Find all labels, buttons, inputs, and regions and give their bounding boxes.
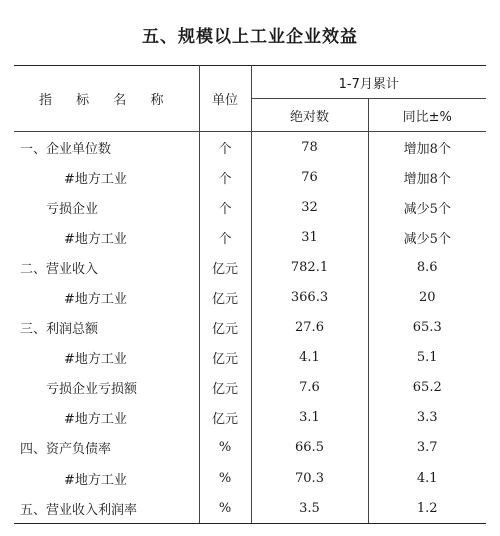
row-absolute-value: 366.3 xyxy=(251,282,368,312)
table-row xyxy=(14,132,486,163)
table-row xyxy=(14,433,486,463)
row-unit: 亿元 xyxy=(199,403,251,433)
row-unit: 亿元 xyxy=(199,373,251,403)
table-header xyxy=(14,66,486,132)
row-yoy-value: 5.1 xyxy=(416,350,438,366)
row-indicator-name: #地方工业 xyxy=(14,222,199,252)
row-unit: 亿元 xyxy=(199,252,251,282)
row-absolute-value: 7.6 xyxy=(251,373,368,403)
row-yoy-value: 增加8个 xyxy=(403,141,451,157)
table-row xyxy=(14,222,486,252)
row-indicator-name: 三、利润总额 xyxy=(14,313,199,343)
row-unit: 个 xyxy=(199,132,251,163)
header-absolute: 绝对数 xyxy=(251,99,368,132)
row-unit: 个 xyxy=(199,192,251,222)
row-indicator-name: #地方工业 xyxy=(14,343,199,373)
header-indicator: 指 标 名 称 xyxy=(14,66,199,132)
row-indicator-name: #地方工业 xyxy=(14,162,199,192)
table-row xyxy=(14,343,486,373)
row-absolute-value: 32 xyxy=(251,192,368,222)
row-unit: % xyxy=(199,433,251,463)
row-unit: 个 xyxy=(199,162,251,192)
industrial-benefits-table xyxy=(14,65,486,524)
table-row xyxy=(14,192,486,222)
row-yoy-value: 减少5个 xyxy=(403,231,451,247)
table-body xyxy=(14,132,486,524)
row-indicator-name: 四、资产负债率 xyxy=(14,433,199,463)
header-unit: 单位 xyxy=(199,66,251,132)
row-absolute-value: 66.5 xyxy=(251,433,368,463)
row-yoy-value: 3.7 xyxy=(416,440,438,456)
row-indicator-name: #地方工业 xyxy=(14,463,199,493)
row-absolute-value: 3.1 xyxy=(251,403,368,433)
row-absolute-value: 3.5 xyxy=(251,493,368,524)
row-indicator-name: 一、企业单位数 xyxy=(14,132,199,163)
row-yoy-value: 减少5个 xyxy=(403,201,451,217)
row-yoy-value: 8.6 xyxy=(416,259,438,275)
table-row xyxy=(14,313,486,343)
row-absolute-value: 78 xyxy=(251,132,368,163)
row-indicator-name: 二、营业收入 xyxy=(14,252,199,282)
table-row xyxy=(14,282,486,312)
row-absolute-value: 782.1 xyxy=(251,252,368,282)
row-indicator-name: 五、营业收入利润率 xyxy=(14,493,199,524)
row-absolute-value: 70.3 xyxy=(251,463,368,493)
row-unit: 亿元 xyxy=(199,343,251,373)
row-yoy-value: 3.3 xyxy=(416,410,438,426)
row-unit: 亿元 xyxy=(199,282,251,312)
row-unit: % xyxy=(199,463,251,493)
table-title: 五、规模以上工业企业效益 xyxy=(142,27,358,47)
row-unit: 个 xyxy=(199,222,251,252)
table-row xyxy=(14,162,486,192)
table-row xyxy=(14,252,486,282)
row-indicator-name: #地方工业 xyxy=(14,403,199,433)
row-yoy-value: 65.2 xyxy=(412,380,442,396)
row-yoy-value: 65.3 xyxy=(412,320,442,336)
row-yoy-value: 4.1 xyxy=(416,470,438,486)
table-row xyxy=(14,373,486,403)
row-absolute-value: 76 xyxy=(251,162,368,192)
row-unit: % xyxy=(199,493,251,524)
row-yoy-value: 增加8个 xyxy=(403,171,451,187)
row-absolute-value: 27.6 xyxy=(251,313,368,343)
row-absolute-value: 31 xyxy=(251,222,368,252)
row-yoy-value: 20 xyxy=(418,290,436,306)
row-yoy-value: 1.2 xyxy=(368,493,486,524)
row-unit: 亿元 xyxy=(199,313,251,343)
table-row xyxy=(14,463,486,493)
row-indicator-name: 亏损企业 xyxy=(14,192,199,222)
row-indicator-name: 亏损企业亏损额 xyxy=(14,373,199,403)
header-yoy: 同比±% xyxy=(368,99,486,132)
row-absolute-value: 4.1 xyxy=(251,343,368,373)
header-period: 1-7月累计 xyxy=(251,66,486,99)
table-row xyxy=(14,493,486,524)
table-row xyxy=(14,403,486,433)
row-indicator-name: #地方工业 xyxy=(14,282,199,312)
